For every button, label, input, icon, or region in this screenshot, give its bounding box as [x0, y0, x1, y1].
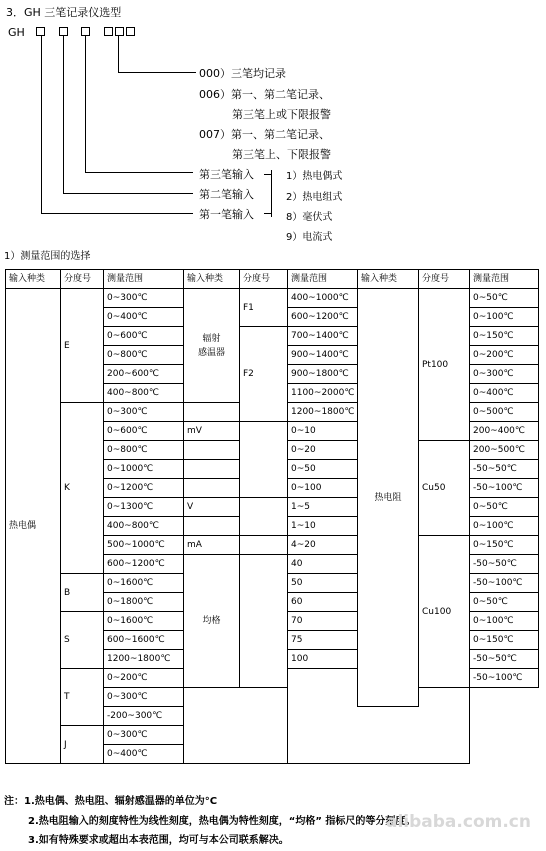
- range-cell: 900~1800℃: [288, 365, 358, 384]
- option-006: 006）第一、第二笔记录、: [199, 88, 330, 101]
- empty-cell: [184, 460, 240, 479]
- range-cell: 0~150℃: [470, 536, 539, 555]
- range-cell: 4~20: [288, 536, 358, 555]
- header-cell: 输入种类: [6, 270, 61, 289]
- connector-line: [41, 36, 42, 214]
- range-cell: 0~50℃: [470, 593, 539, 612]
- range-cell: 0~200℃: [104, 669, 184, 688]
- range-cell: 75: [288, 631, 358, 650]
- range-cell: 70: [288, 612, 358, 631]
- option-007-detail: 第三笔上、下限报警: [232, 148, 331, 161]
- header-cell: 测量范围: [288, 270, 358, 289]
- range-cell: 600~1200℃: [104, 555, 184, 574]
- range-cell: 0~10: [288, 422, 358, 441]
- model-box-5: [115, 27, 124, 36]
- range-cell: 0~300℃: [470, 365, 539, 384]
- bracket-line: [264, 213, 272, 214]
- code-E: E: [61, 289, 104, 403]
- connector-line: [63, 36, 64, 194]
- empty-cell: [240, 555, 288, 688]
- range-cell: 0~600℃: [104, 422, 184, 441]
- range-cell: 0~800℃: [104, 441, 184, 460]
- option-006-detail: 第三笔上或下限报警: [232, 108, 331, 121]
- note-1: 注：1.热电偶、热电阻、辐射感温器的单位为°C: [4, 796, 218, 807]
- range-cell: 0~100: [288, 479, 358, 498]
- range-cell: 700~1400℃: [288, 327, 358, 346]
- rtd-label: 热电阻: [358, 289, 419, 707]
- header-cell: 分度号: [419, 270, 470, 289]
- code-Cu50: Cu50: [419, 441, 470, 536]
- code-J: J: [61, 726, 104, 764]
- ma-label: mA: [184, 536, 240, 555]
- empty-cell: [184, 441, 240, 460]
- range-cell: 0~1200℃: [104, 479, 184, 498]
- range-cell: 400~800℃: [104, 517, 184, 536]
- watermark: alibaba.com.cn: [386, 812, 531, 832]
- header-cell: 分度号: [61, 270, 104, 289]
- model-prefix: GH: [8, 26, 25, 39]
- empty-cell: [184, 403, 240, 422]
- pen-3-input: 第三笔输入: [199, 168, 254, 181]
- connector-line: [118, 36, 119, 73]
- range-cell: 0~500℃: [470, 403, 539, 422]
- code-Cu100: Cu100: [419, 536, 470, 688]
- range-cell: 400~800℃: [104, 384, 184, 403]
- code-S: S: [61, 612, 104, 669]
- range-cell: 40: [288, 555, 358, 574]
- header-cell: 分度号: [240, 270, 288, 289]
- option-007: 007）第一、第二笔记录、: [199, 128, 330, 141]
- range-cell: 600~1600℃: [104, 631, 184, 650]
- code-B: B: [61, 574, 104, 612]
- range-cell: 0~600℃: [104, 327, 184, 346]
- range-cell: -50~100℃: [470, 479, 539, 498]
- range-cell: 0~800℃: [104, 346, 184, 365]
- connector-line: [41, 213, 193, 214]
- range-cell: 100: [288, 650, 358, 669]
- range-cell: 1~5: [288, 498, 358, 517]
- input-type-8: 8）毫伏式: [286, 212, 333, 223]
- range-cell: 0~300℃: [104, 403, 184, 422]
- range-cell: 0~100℃: [470, 308, 539, 327]
- connector-line: [85, 36, 86, 173]
- range-cell: 0~1600℃: [104, 574, 184, 593]
- model-box-2: [59, 27, 68, 36]
- input-type-1: 1）热电偶式: [286, 171, 343, 182]
- range-cell: 200~400℃: [470, 422, 539, 441]
- range-cell: 500~1000℃: [104, 536, 184, 555]
- v-label: V: [184, 498, 240, 517]
- empty-cell: [184, 479, 240, 498]
- range-cell: 0~300℃: [104, 289, 184, 308]
- header-cell: 测量范围: [470, 270, 539, 289]
- table-header-row: [6, 270, 539, 289]
- uniform-label: 均格: [184, 555, 240, 688]
- code-T: T: [61, 669, 104, 726]
- range-cell: 200~500℃: [470, 441, 539, 460]
- range-cell: 60: [288, 593, 358, 612]
- empty-cell: [240, 422, 288, 498]
- range-cell: 0~50: [288, 460, 358, 479]
- code-K: K: [61, 403, 104, 574]
- range-cell: 1~10: [288, 517, 358, 536]
- range-cell: 0~100℃: [470, 612, 539, 631]
- range-cell: 0~400℃: [104, 308, 184, 327]
- range-cell: 1100~2000℃: [288, 384, 358, 403]
- range-cell: 400~1000℃: [288, 289, 358, 308]
- model-box-3: [81, 27, 90, 36]
- range-cell: 0~1300℃: [104, 498, 184, 517]
- empty-cell: [240, 536, 288, 555]
- header-cell: 输入种类: [184, 270, 240, 289]
- range-cell: 0~300℃: [104, 726, 184, 745]
- range-cell: -50~100℃: [470, 669, 539, 688]
- range-cell: 0~50℃: [470, 498, 539, 517]
- empty-cell: [184, 517, 240, 536]
- range-cell: 0~200℃: [470, 346, 539, 365]
- connector-line: [85, 172, 193, 173]
- range-cell: 0~1600℃: [104, 612, 184, 631]
- empty-cell: [184, 688, 358, 764]
- bracket-line: [264, 174, 272, 175]
- range-cell: 0~100℃: [470, 517, 539, 536]
- thermocouple-label: 热电偶: [6, 289, 61, 764]
- range-cell: -200~300℃: [104, 707, 184, 726]
- range-cell: 1200~1800℃: [288, 403, 358, 422]
- input-type-9: 9）电流式: [286, 232, 333, 243]
- range-cell: -50~50℃: [470, 650, 539, 669]
- note-3: 3.如有特殊要求或超出本表范围，均可与本公司联系解决。: [28, 835, 289, 846]
- range-cell: 0~400℃: [104, 745, 184, 764]
- option-000: 000）三笔均记录: [199, 67, 286, 80]
- range-cell: 200~600℃: [104, 365, 184, 384]
- range-cell: 50: [288, 574, 358, 593]
- range-cell: 0~1000℃: [104, 460, 184, 479]
- model-box-6: [126, 27, 135, 36]
- connector-line: [63, 193, 193, 194]
- code-F1: F1: [240, 289, 288, 327]
- connector-line: [118, 72, 196, 73]
- subsection-title: 1）测量范围的选择: [4, 251, 91, 262]
- note-2: 2.热电阻输入的刻度特性为线性刻度，热电偶为特性刻度，“均格” 指标尺的等分刻度。: [28, 816, 416, 827]
- range-cell: 0~300℃: [104, 688, 184, 707]
- radiation-label-1: 辐射: [202, 333, 221, 344]
- code-Pt100: Pt100: [419, 289, 470, 441]
- range-cell: 0~150℃: [470, 327, 539, 346]
- range-cell: 900~1400℃: [288, 346, 358, 365]
- bracket-line: [271, 170, 272, 217]
- range-cell: 0~1800℃: [104, 593, 184, 612]
- radiation-label-2: 感温器: [197, 347, 225, 358]
- radiation-label: [184, 289, 240, 403]
- range-cell: 600~1200℃: [288, 308, 358, 327]
- empty-cell: [240, 498, 288, 536]
- header-cell: 测量范围: [104, 270, 184, 289]
- input-type-2: 2）热电组式: [286, 192, 343, 203]
- code-F2: F2: [240, 327, 288, 422]
- table-row: [6, 289, 539, 308]
- section-title: 3．GH 三笔记录仪选型: [6, 6, 122, 19]
- model-box-4: [104, 27, 113, 36]
- range-cell: -50~50℃: [470, 460, 539, 479]
- range-cell: -50~50℃: [470, 555, 539, 574]
- range-cell: -50~100℃: [470, 574, 539, 593]
- range-cell: 0~150℃: [470, 631, 539, 650]
- mv-label: mV: [184, 422, 240, 441]
- range-cell: 0~50℃: [470, 289, 539, 308]
- range-cell: 0~20: [288, 441, 358, 460]
- header-cell: 输入种类: [358, 270, 419, 289]
- range-table: [5, 269, 539, 764]
- model-box-1: [36, 27, 45, 36]
- pen-1-input: 第一笔输入: [199, 208, 254, 221]
- pen-2-input: 第二笔输入: [199, 188, 254, 201]
- range-cell: 0~400℃: [470, 384, 539, 403]
- range-cell: 1200~1800℃: [104, 650, 184, 669]
